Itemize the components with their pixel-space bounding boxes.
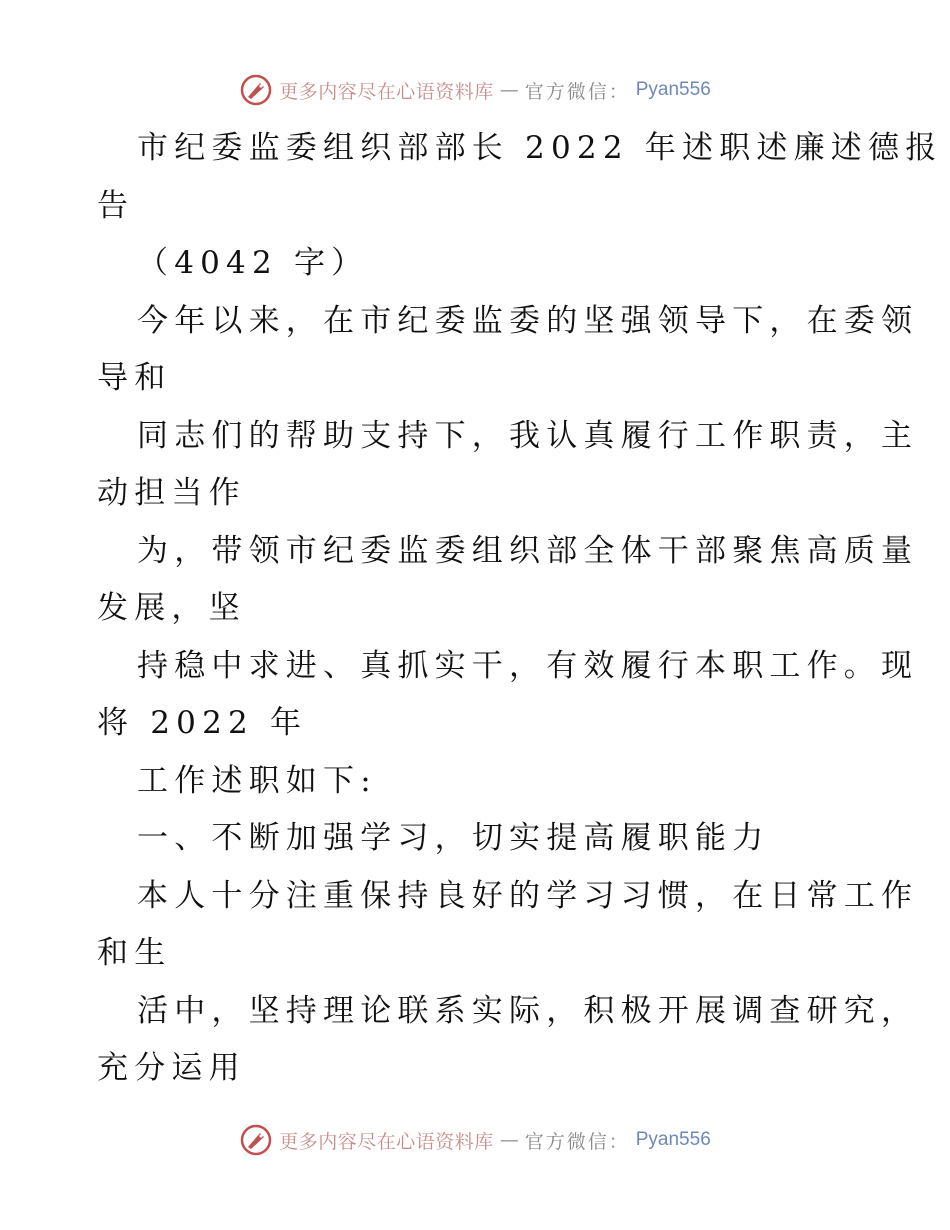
watermark-dash: —	[499, 79, 519, 101]
watermark-text: 更多内容尽在心语资料库	[279, 80, 494, 103]
pen-nib-icon	[239, 73, 273, 107]
word-count: （4042 字）	[137, 245, 369, 281]
document-title-line: 市纪委监委组织部部长 2022 年述职述廉述德报	[137, 130, 943, 166]
paragraph-line: 持稳中求进、真抓实干，有效履行本职工作。现	[137, 647, 919, 684]
watermark-wechat-id: Pyan556	[635, 1129, 711, 1150]
watermark-dash: —	[499, 1129, 519, 1151]
watermark-wechat-id: Pyan556	[635, 79, 711, 100]
pen-nib-icon	[239, 1123, 273, 1157]
paragraph-line: 为，带领市纪委监委组织部全体干部聚焦高质量	[137, 532, 919, 569]
watermark-wechat-label: 官方微信：	[524, 1130, 630, 1153]
paragraph-line: 本人十分注重保持良好的学习习惯，在日常工作	[137, 877, 919, 914]
watermark-wechat-label: 官方微信：	[524, 80, 630, 103]
paragraph-line: 同志们的帮助支持下，我认真履行工作职责，主	[137, 417, 919, 454]
paragraph-line: 动担当作	[97, 475, 246, 511]
paragraph-line: 活中，坚持理论联系实际，积极开展调查研究，	[137, 992, 919, 1029]
paragraph-line: 和生	[97, 935, 172, 971]
section-heading: 一、不断加强学习，切实提高履职能力	[137, 820, 770, 856]
watermark-header	[0, 70, 950, 110]
paragraph-line: 将 2022 年	[97, 705, 308, 741]
watermark-footer	[0, 1120, 950, 1160]
paragraph-line: 充分运用	[97, 1050, 246, 1086]
document-title-line: 告	[97, 187, 135, 224]
paragraph-line: 工作述职如下:	[137, 762, 377, 799]
paragraph-line: 今年以来，在市纪委监委的坚强领导下，在委领	[137, 302, 919, 339]
document-body	[97, 120, 943, 1098]
watermark-text: 更多内容尽在心语资料库	[279, 1130, 494, 1153]
paragraph-line: 发展，坚	[97, 590, 246, 626]
paragraph-line: 导和	[97, 360, 172, 396]
